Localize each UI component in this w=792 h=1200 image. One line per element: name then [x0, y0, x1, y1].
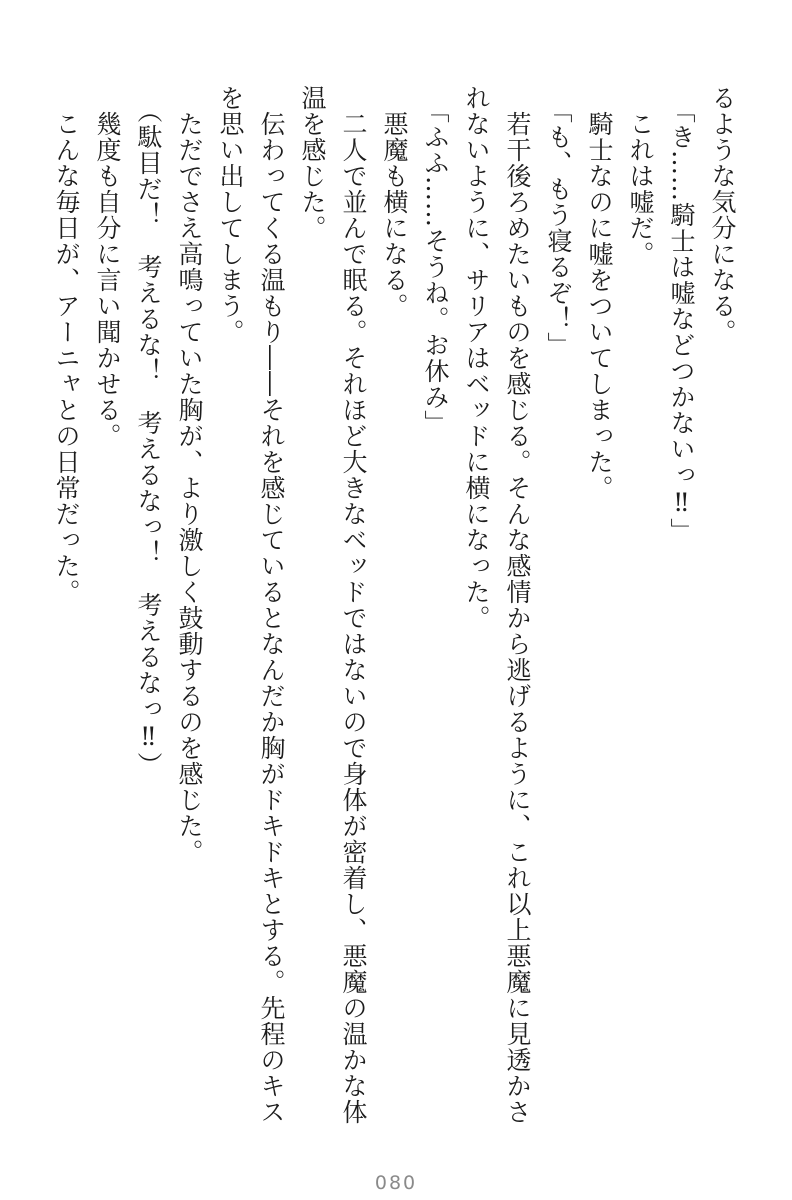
text-line: 伝わってくる温もり――それを感じているとなんだか胸がドキドキとする。先程のキス [257, 111, 286, 1125]
text-line: るような気分になる。 [708, 85, 737, 345]
text-line: れないように、サリアはベッドに横になった。 [462, 85, 491, 631]
text-line: ただでさえ高鳴っていた胸が、より激しく鼓動するのを感じた。 [175, 111, 204, 865]
text-line: 幾度も自分に言い聞かせる。 [93, 111, 122, 449]
text-line: 二人で並んで眠る。それほど大きなベッドではないので身体が密着し、悪魔の温かな体 [339, 111, 368, 1125]
text-line: 若干後ろめたいものを感じる。そんな感情から逃げるように、これ以上悪魔に見透かさ [503, 111, 532, 1125]
text-block [46, 85, 743, 1165]
text-line: 悪魔も横になる。 [380, 111, 409, 319]
page-number: 080 [374, 1172, 418, 1194]
text-line: 騎士なのに嘘をついてしまった。 [585, 111, 614, 501]
text-line: 「も、もう寝るぞ！」 [544, 98, 573, 358]
text-line: 温を感じた。 [298, 85, 327, 241]
text-line: これは嘘だ。 [626, 111, 655, 267]
text-line: こんな毎日が、アーニャとの日常だった。 [52, 111, 81, 605]
text-line: 「き……騎士は嘘などつかないっ‼」 [667, 98, 696, 544]
text-line: 「ふふ……そうね。お休み」 [421, 98, 450, 436]
text-line: を思い出してしまう。 [216, 85, 245, 345]
text-line: （駄目だ！ 考えるな！ 考えるなっ！ 考えるなっ‼） [134, 98, 163, 778]
